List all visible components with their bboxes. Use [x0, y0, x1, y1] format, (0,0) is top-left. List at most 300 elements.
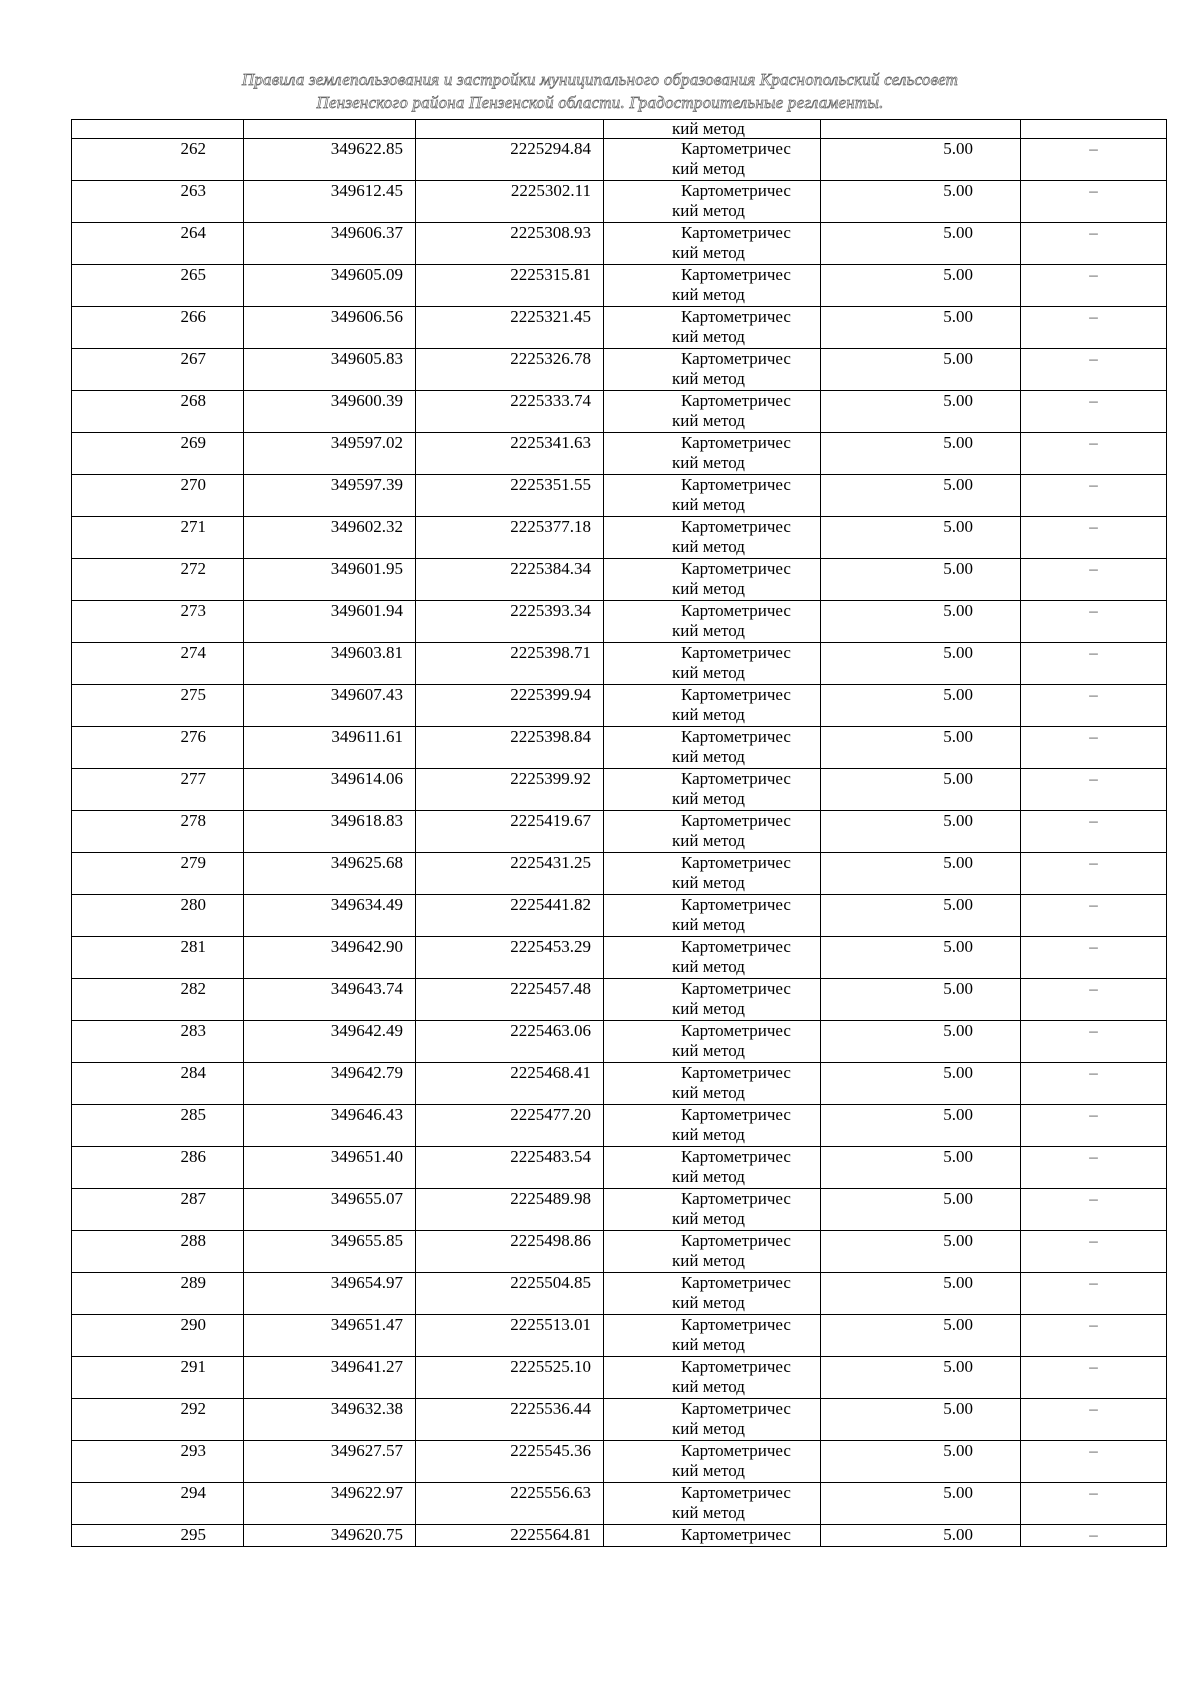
method-line-2: кий метод — [672, 495, 745, 514]
note: – — [1021, 643, 1167, 685]
coord-x: 349643.74 — [244, 979, 416, 1021]
table-row — [72, 601, 1167, 643]
method-cell — [604, 685, 821, 727]
method-line-2: кий метод — [672, 1377, 745, 1396]
continuation-row — [72, 120, 1167, 139]
table-row — [72, 181, 1167, 223]
point-number: 288 — [72, 1231, 244, 1273]
method-line-1: Картометричес — [681, 1063, 791, 1082]
point-number: 262 — [72, 139, 244, 181]
coord-x: 349655.07 — [244, 1189, 416, 1231]
method-line-1: Картометричес — [681, 853, 791, 872]
method-line-2: кий метод — [672, 285, 745, 304]
table-row — [72, 1525, 1167, 1547]
coord-x: 349655.85 — [244, 1231, 416, 1273]
coord-y: 2225321.45 — [416, 307, 604, 349]
header-line-1: Правила землепользования и застройки муниципального образования Краснопольский сельсовет — [241, 70, 959, 89]
method-cell — [604, 1189, 821, 1231]
point-number: 278 — [72, 811, 244, 853]
point-number: 270 — [72, 475, 244, 517]
table-row — [72, 1231, 1167, 1273]
point-number: 263 — [72, 181, 244, 223]
point-number: 280 — [72, 895, 244, 937]
note: – — [1021, 1063, 1167, 1105]
method-line-1: Картометричес — [681, 223, 791, 242]
method-cell — [604, 1273, 821, 1315]
table-row — [72, 1063, 1167, 1105]
coord-x: 349642.49 — [244, 1021, 416, 1063]
coord-y: 2225399.92 — [416, 769, 604, 811]
coord-x: 349622.85 — [244, 139, 416, 181]
method-cell — [604, 181, 821, 223]
coord-y: 2225536.44 — [416, 1399, 604, 1441]
note: – — [1021, 685, 1167, 727]
accuracy: 5.00 — [821, 181, 1021, 223]
method-cell — [604, 349, 821, 391]
accuracy: 5.00 — [821, 769, 1021, 811]
method-line-2: кий метод — [672, 159, 745, 178]
coord-x: 349603.81 — [244, 643, 416, 685]
table-row — [72, 1483, 1167, 1525]
note: – — [1021, 769, 1167, 811]
point-number: 286 — [72, 1147, 244, 1189]
method-cell — [604, 433, 821, 475]
accuracy: 5.00 — [821, 349, 1021, 391]
table-row — [72, 349, 1167, 391]
method-cell — [604, 1399, 821, 1441]
header-line-2: Пензенского района Пензенской области. Градостроительные регламенты. — [316, 93, 884, 112]
method-line-1: Картометричес — [681, 601, 791, 620]
coord-x: 349622.97 — [244, 1483, 416, 1525]
table-row — [72, 307, 1167, 349]
point-number: 271 — [72, 517, 244, 559]
method-tail: кий метод — [672, 119, 745, 138]
accuracy: 5.00 — [821, 1441, 1021, 1483]
note: – — [1021, 1525, 1167, 1547]
note: – — [1021, 349, 1167, 391]
coord-y: 2225398.71 — [416, 643, 604, 685]
coord-x: 349605.09 — [244, 265, 416, 307]
method-line-2: кий метод — [672, 1419, 745, 1438]
accuracy: 5.00 — [821, 1399, 1021, 1441]
method-line-1: Картометричес — [681, 307, 791, 326]
method-line-1: Картометричес — [681, 1399, 791, 1418]
note: – — [1021, 433, 1167, 475]
coord-x: 349618.83 — [244, 811, 416, 853]
note: – — [1021, 1441, 1167, 1483]
coord-y: 2225441.82 — [416, 895, 604, 937]
table-row — [72, 475, 1167, 517]
table-row — [72, 223, 1167, 265]
accuracy: 5.00 — [821, 1147, 1021, 1189]
coord-y: 2225351.55 — [416, 475, 604, 517]
point-number: 290 — [72, 1315, 244, 1357]
note: – — [1021, 1315, 1167, 1357]
note: – — [1021, 1021, 1167, 1063]
table-row — [72, 643, 1167, 685]
accuracy: 5.00 — [821, 391, 1021, 433]
coord-y: 2225489.98 — [416, 1189, 604, 1231]
coord-x: 349634.49 — [244, 895, 416, 937]
method-line-2: кий метод — [672, 747, 745, 766]
method-cell — [604, 1483, 821, 1525]
note: – — [1021, 559, 1167, 601]
coord-x: 349597.02 — [244, 433, 416, 475]
note: – — [1021, 979, 1167, 1021]
method-line-1: Картометричес — [681, 1357, 791, 1376]
method-line-2: кий метод — [672, 915, 745, 934]
point-number: 282 — [72, 979, 244, 1021]
note: – — [1021, 517, 1167, 559]
table-row — [72, 265, 1167, 307]
accuracy: 5.00 — [821, 979, 1021, 1021]
coord-y: 2225525.10 — [416, 1357, 604, 1399]
coord-x: 349597.39 — [244, 475, 416, 517]
method-cell — [604, 391, 821, 433]
method-line-2: кий метод — [672, 243, 745, 262]
accuracy: 5.00 — [821, 853, 1021, 895]
accuracy: 5.00 — [821, 433, 1021, 475]
method-line-1: Картометричес — [681, 475, 791, 494]
accuracy: 5.00 — [821, 559, 1021, 601]
table-row — [72, 1315, 1167, 1357]
method-line-2: кий метод — [672, 621, 745, 640]
note: – — [1021, 475, 1167, 517]
table-row — [72, 1399, 1167, 1441]
coord-x: 349625.68 — [244, 853, 416, 895]
method-cell — [604, 979, 821, 1021]
point-number: 277 — [72, 769, 244, 811]
accuracy: 5.00 — [821, 811, 1021, 853]
method-cell — [604, 811, 821, 853]
method-line-1: Картометричес — [681, 895, 791, 914]
accuracy: 5.00 — [821, 937, 1021, 979]
coord-y: 2225545.36 — [416, 1441, 604, 1483]
table-row — [72, 979, 1167, 1021]
coord-y: 2225457.48 — [416, 979, 604, 1021]
note: – — [1021, 1147, 1167, 1189]
coord-y: 2225468.41 — [416, 1063, 604, 1105]
method-line-2: кий метод — [672, 1125, 745, 1144]
accuracy: 5.00 — [821, 223, 1021, 265]
note: – — [1021, 181, 1167, 223]
table-row — [72, 1189, 1167, 1231]
accuracy: 5.00 — [821, 1021, 1021, 1063]
coord-y: 2225431.25 — [416, 853, 604, 895]
method-line-2: кий метод — [672, 999, 745, 1018]
accuracy: 5.00 — [821, 265, 1021, 307]
method-cell — [604, 1231, 821, 1273]
coord-x: 349642.90 — [244, 937, 416, 979]
table-row — [72, 895, 1167, 937]
note: – — [1021, 727, 1167, 769]
coord-y: 2225453.29 — [416, 937, 604, 979]
accuracy: 5.00 — [821, 1273, 1021, 1315]
point-number: 292 — [72, 1399, 244, 1441]
coord-x: 349612.45 — [244, 181, 416, 223]
point-number: 281 — [72, 937, 244, 979]
method-cell — [604, 895, 821, 937]
accuracy: 5.00 — [821, 517, 1021, 559]
coord-x: 349601.95 — [244, 559, 416, 601]
coord-x: 349601.94 — [244, 601, 416, 643]
table-row — [72, 391, 1167, 433]
accuracy: 5.00 — [821, 1063, 1021, 1105]
method-cell — [604, 265, 821, 307]
coord-x: 349614.06 — [244, 769, 416, 811]
method-line-1: Картометричес — [681, 1525, 791, 1544]
note: – — [1021, 601, 1167, 643]
coord-y: 2225398.84 — [416, 727, 604, 769]
accuracy: 5.00 — [821, 1105, 1021, 1147]
point-number: 285 — [72, 1105, 244, 1147]
method-line-2: кий метод — [672, 789, 745, 808]
method-line-1: Картометричес — [681, 1483, 791, 1502]
method-line-1: Картометричес — [681, 1105, 791, 1124]
accuracy: 5.00 — [821, 727, 1021, 769]
method-line-2: кий метод — [672, 411, 745, 430]
point-number: 269 — [72, 433, 244, 475]
coord-y: 2225326.78 — [416, 349, 604, 391]
method-cell — [604, 1021, 821, 1063]
coord-y: 2225384.34 — [416, 559, 604, 601]
table-row — [72, 1105, 1167, 1147]
note: – — [1021, 1105, 1167, 1147]
note: – — [1021, 1273, 1167, 1315]
note: – — [1021, 223, 1167, 265]
note: – — [1021, 1189, 1167, 1231]
method-line-2: кий метод — [672, 1461, 745, 1480]
point-number: 289 — [72, 1273, 244, 1315]
coord-y: 2225483.54 — [416, 1147, 604, 1189]
method-cell — [604, 139, 821, 181]
accuracy: 5.00 — [821, 1315, 1021, 1357]
coord-y: 2225513.01 — [416, 1315, 604, 1357]
coord-x: 349654.97 — [244, 1273, 416, 1315]
note: – — [1021, 391, 1167, 433]
method-line-1: Картометричес — [681, 979, 791, 998]
coord-y: 2225556.63 — [416, 1483, 604, 1525]
method-line-2: кий метод — [672, 1251, 745, 1270]
note: – — [1021, 307, 1167, 349]
table-row — [72, 1147, 1167, 1189]
accuracy: 5.00 — [821, 307, 1021, 349]
point-number: 279 — [72, 853, 244, 895]
method-line-1: Картометричес — [681, 937, 791, 956]
coord-x: 349646.43 — [244, 1105, 416, 1147]
accuracy: 5.00 — [821, 895, 1021, 937]
table-row — [72, 769, 1167, 811]
method-line-1: Картометричес — [681, 1231, 791, 1250]
method-line-2: кий метод — [672, 369, 745, 388]
coord-x: 349606.37 — [244, 223, 416, 265]
method-line-2: кий метод — [672, 873, 745, 892]
coord-x: 349641.27 — [244, 1357, 416, 1399]
coordinates-table — [71, 119, 1167, 1547]
method-cell — [604, 475, 821, 517]
coord-y: 2225498.86 — [416, 1231, 604, 1273]
point-number: 272 — [72, 559, 244, 601]
coord-x: 349605.83 — [244, 349, 416, 391]
coord-y: 2225294.84 — [416, 139, 604, 181]
table-row — [72, 559, 1167, 601]
method-line-2: кий метод — [672, 1083, 745, 1102]
page-header — [0, 68, 1200, 114]
method-line-1: Картометричес — [681, 181, 791, 200]
point-number: 294 — [72, 1483, 244, 1525]
point-number: 295 — [72, 1525, 244, 1547]
coord-y: 2225419.67 — [416, 811, 604, 853]
table-row — [72, 811, 1167, 853]
coord-y: 2225463.06 — [416, 1021, 604, 1063]
method-line-2: кий метод — [672, 537, 745, 556]
method-cell — [604, 643, 821, 685]
method-line-1: Картометричес — [681, 1315, 791, 1334]
point-number: 273 — [72, 601, 244, 643]
note: – — [1021, 853, 1167, 895]
method-line-2: кий метод — [672, 579, 745, 598]
method-line-1: Картометричес — [681, 517, 791, 536]
coord-x: 349632.38 — [244, 1399, 416, 1441]
note: – — [1021, 1357, 1167, 1399]
accuracy: 5.00 — [821, 475, 1021, 517]
method-line-2: кий метод — [672, 1041, 745, 1060]
note: – — [1021, 1399, 1167, 1441]
method-line-2: кий метод — [672, 327, 745, 346]
accuracy: 5.00 — [821, 685, 1021, 727]
table-row — [72, 727, 1167, 769]
table-row — [72, 685, 1167, 727]
method-line-1: Картометричес — [681, 1147, 791, 1166]
table-row — [72, 937, 1167, 979]
method-line-2: кий метод — [672, 1335, 745, 1354]
coord-x: 349651.47 — [244, 1315, 416, 1357]
coord-x: 349627.57 — [244, 1441, 416, 1483]
method-line-1: Картометричес — [681, 1021, 791, 1040]
point-number: 287 — [72, 1189, 244, 1231]
method-cell — [604, 223, 821, 265]
method-line-2: кий метод — [672, 1503, 745, 1522]
coord-y: 2225399.94 — [416, 685, 604, 727]
method-line-2: кий метод — [672, 453, 745, 472]
note: – — [1021, 937, 1167, 979]
point-number: 276 — [72, 727, 244, 769]
method-line-1: Картометричес — [681, 1273, 791, 1292]
coord-x: 349607.43 — [244, 685, 416, 727]
accuracy: 5.00 — [821, 601, 1021, 643]
method-cell — [604, 601, 821, 643]
note: – — [1021, 139, 1167, 181]
method-cell — [604, 1315, 821, 1357]
point-number: 275 — [72, 685, 244, 727]
method-line-2: кий метод — [672, 663, 745, 682]
point-number: 268 — [72, 391, 244, 433]
table-row — [72, 1021, 1167, 1063]
method-line-2: кий метод — [672, 1167, 745, 1186]
accuracy: 5.00 — [821, 139, 1021, 181]
method-line-2: кий метод — [672, 1293, 745, 1312]
coord-x: 349611.61 — [244, 727, 416, 769]
method-cell — [604, 559, 821, 601]
point-number: 274 — [72, 643, 244, 685]
method-line-2: кий метод — [672, 705, 745, 724]
coord-y: 2225308.93 — [416, 223, 604, 265]
method-line-1: Картометричес — [681, 139, 791, 158]
method-cell — [604, 307, 821, 349]
coord-x: 349620.75 — [244, 1525, 416, 1547]
method-line-1: Картометричес — [681, 265, 791, 284]
note: – — [1021, 811, 1167, 853]
point-number: 293 — [72, 1441, 244, 1483]
coord-x: 349642.79 — [244, 1063, 416, 1105]
table-row — [72, 517, 1167, 559]
coord-x: 349651.40 — [244, 1147, 416, 1189]
method-line-2: кий метод — [672, 201, 745, 220]
coord-x: 349606.56 — [244, 307, 416, 349]
accuracy: 5.00 — [821, 1231, 1021, 1273]
method-line-1: Картометричес — [681, 1189, 791, 1208]
method-line-1: Картометричес — [681, 643, 791, 662]
note: – — [1021, 265, 1167, 307]
coord-y: 2225377.18 — [416, 517, 604, 559]
note: – — [1021, 895, 1167, 937]
point-number: 267 — [72, 349, 244, 391]
table-row — [72, 139, 1167, 181]
point-number: 265 — [72, 265, 244, 307]
coord-x: 349600.39 — [244, 391, 416, 433]
coord-x: 349602.32 — [244, 517, 416, 559]
coord-y: 2225341.63 — [416, 433, 604, 475]
method-line-2: кий метод — [672, 957, 745, 976]
accuracy: 5.00 — [821, 1357, 1021, 1399]
method-line-1: Картометричес — [681, 349, 791, 368]
method-cell — [604, 937, 821, 979]
method-line-1: Картометричес — [681, 727, 791, 746]
table-row — [72, 1441, 1167, 1483]
table-row — [72, 433, 1167, 475]
method-cell — [604, 727, 821, 769]
point-number: 291 — [72, 1357, 244, 1399]
coord-y: 2225393.34 — [416, 601, 604, 643]
method-line-1: Картометричес — [681, 433, 791, 452]
method-cell — [604, 853, 821, 895]
table-row — [72, 853, 1167, 895]
method-line-1: Картометричес — [681, 769, 791, 788]
accuracy: 5.00 — [821, 1525, 1021, 1547]
method-line-1: Картометричес — [681, 811, 791, 830]
method-cell — [604, 1063, 821, 1105]
note: – — [1021, 1231, 1167, 1273]
coord-y: 2225315.81 — [416, 265, 604, 307]
method-cell — [604, 1147, 821, 1189]
method-line-2: кий метод — [672, 1209, 745, 1228]
coord-y: 2225504.85 — [416, 1273, 604, 1315]
method-line-1: Картометричес — [681, 559, 791, 578]
method-cell — [604, 1105, 821, 1147]
method-cell — [604, 517, 821, 559]
method-line-1: Картометричес — [681, 1441, 791, 1460]
method-line-1: Картометричес — [681, 391, 791, 410]
table-row — [72, 1273, 1167, 1315]
accuracy: 5.00 — [821, 1483, 1021, 1525]
method-cell — [604, 769, 821, 811]
point-number: 264 — [72, 223, 244, 265]
accuracy: 5.00 — [821, 1189, 1021, 1231]
coord-y: 2225333.74 — [416, 391, 604, 433]
accuracy: 5.00 — [821, 643, 1021, 685]
note: – — [1021, 1483, 1167, 1525]
method-line-1: Картометричес — [681, 685, 791, 704]
